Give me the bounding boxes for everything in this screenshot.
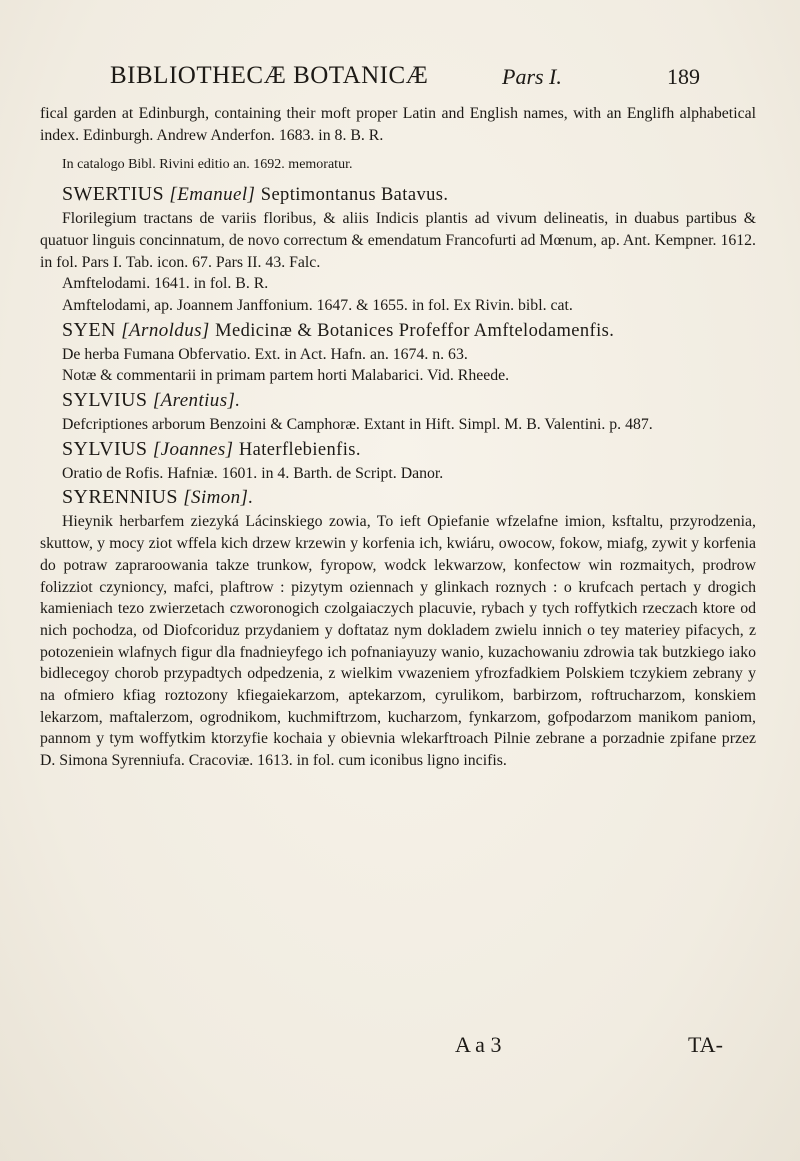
part-label: Pars I.	[502, 64, 562, 89]
author-description: Medicinæ & Botanices Profeffor Amftelodamenfis.	[215, 320, 615, 341]
running-title: BIBLIOTHECÆ BOTANICÆ	[110, 62, 429, 89]
author-description: Septimontanus Batavus.	[260, 185, 449, 206]
entry-heading	[40, 484, 756, 511]
page-body	[40, 103, 756, 772]
entry-heading	[40, 317, 756, 344]
entry-text: Florilegium tractans de variis floribus, & aliis Indicis plantis ad vivum delineatis, in duabus partibus & quatuor linguis concinnatum, de novo correctum & emendatum Francofurti ad Mœnum, ap. Ant. Kempner. 1612. in fol. Pars I. Tab. icon. 67. Pars II. 43. Falc.	[40, 210, 756, 271]
catchword: TA-	[688, 1032, 723, 1057]
author-given-name: [Emanuel]	[169, 184, 256, 206]
page-footer	[0, 1032, 800, 1072]
entry-text: Oratio de Rofis. Hafniæ. 1601. in 4. Barth. de Script. Danor.	[62, 464, 444, 482]
author-surname: SYLVIUS	[62, 437, 148, 460]
author-given-name: [Simon].	[183, 487, 254, 509]
running-header	[110, 62, 700, 98]
entry-text: Amftelodami. 1641. in fol. B. R.	[62, 275, 269, 293]
page-number: 189	[667, 64, 700, 89]
entry-syrennius	[40, 484, 756, 771]
entry-text: Hieynik herbarfem ziezyká Lácinskiego zowia, To ieft Opiefanie wfzelafne imion, ksftaltu, przyrodzenia, skuttow, y mocy ziot wffela kich drzew krzewin y korfenia ich, kwiáru, owocow, fokow, miafg, zywit y korfenia do potraw zapraroowania takze trunkow, fyropow, wodck lekwarzow, konfectow win rozmaitych, prodrow folizziot czynioncy, mafci, plaftrow : pizytym oziennach y glinkach roznych : o krufcach pertach y drogich kamieniach tezo zwierzetach czworonogich czolgaiaczych placuvie, rybach y tych roffytkich rzeczach ktore od nich pochodza, od Diofcoriduz przydaniem y doftataz nym dokladem zwielu innich o tey materiey pifacych, z potozeniein wlafnych figur dla fnadnieyfego ich pofnaniayuzy wanio, kuzachowaniu zdrowia tak butzkiego iako bidlecegoy chorob przypadtych odpedzenia, z wielkim vwazeniem yfrozfadkiem Polskiem tczykiem zebrany y na ofmiero kfiag roztozony kfiegaiekarzom, aptekarzom, cyrulikom, barbirzom, roftrucharzom, konskiem lekarzom, maftalerzom, ogrodnikom, kuchmiftrzom, kucharzom, fynkarzom, gofpodarzom manikom paniom, pannom y tym woffytkim ktorzyfie kochaia y obievnia wlekarftroach Pilnie zebrane a porzadnie zpifane przez D. Simona Syrenniufa. Cracoviæ. 1613. in fol. cum iconibus ligno incifis.	[40, 513, 756, 770]
author-given-name: [Arnoldus]	[121, 319, 210, 341]
author-surname: SYLVIUS	[62, 389, 148, 412]
author-surname: SYEN	[62, 318, 116, 341]
entry-text: Amftelodami, ap. Joannem Janffonium. 1647. & 1655. in fol. Ex Rivin. bibl. cat.	[62, 296, 573, 314]
author-given-name: [Arentius].	[152, 390, 241, 412]
author-description: Haterflebienfis.	[238, 439, 361, 460]
entry-text: Notæ & commentarii in primam partem horti Malabarici. Vid. Rheede.	[62, 367, 510, 385]
entry-sylvius-arentius	[40, 387, 756, 436]
entry-syen	[40, 317, 756, 387]
entry-sylvius-joannes	[40, 436, 756, 485]
entry-heading	[40, 181, 756, 208]
author-surname: SYRENNIUS	[62, 486, 178, 509]
catalogue-note: In catalogo Bibl. Rivini editio an. 1692. memoratur.	[62, 157, 353, 173]
author-surname: SWERTIUS	[62, 183, 164, 206]
entry-swertius	[40, 181, 756, 317]
continued-entry-text: fical garden at Edinburgh, containing their moft proper Latin and English names, with an Englifh alphabetical index. Edinburgh. Andrew Anderfon. 1683. in 8. B. R.	[40, 105, 756, 144]
author-given-name: [Joannes]	[152, 438, 234, 460]
entry-heading	[40, 436, 756, 463]
entry-text: De herba Fumana Obfervatio. Ext. in Act. Hafn. an. 1674. n. 63.	[62, 345, 468, 363]
entry-heading	[40, 387, 756, 414]
signature-mark: A a 3	[455, 1032, 502, 1057]
entry-text: Defcriptiones arborum Benzoini & Camphoræ. Extant in Hift. Simpl. M. B. Valentini. p. 487.	[62, 416, 653, 434]
